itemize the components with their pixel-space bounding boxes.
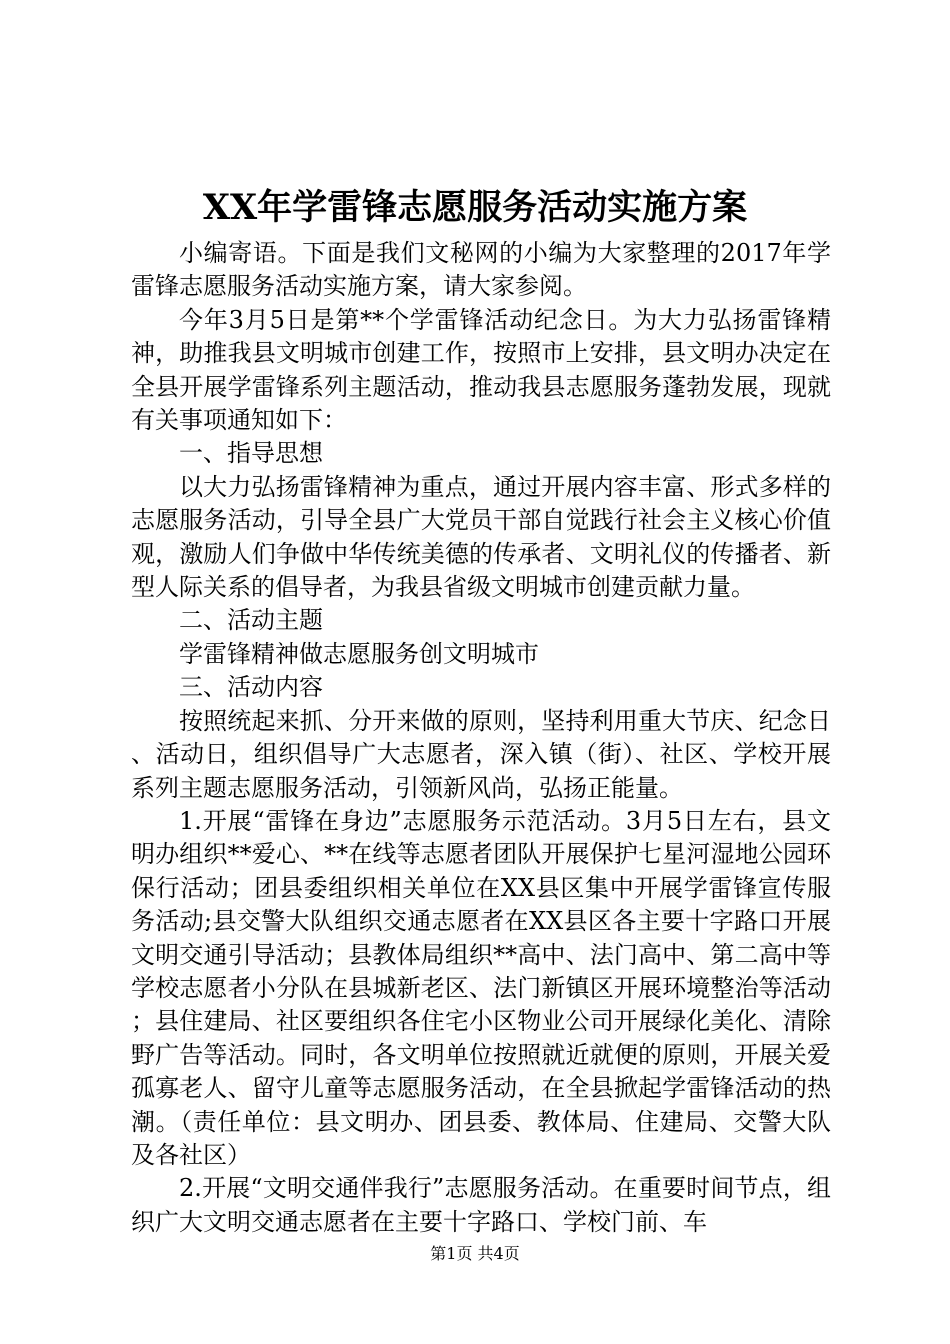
section-heading-guiding-thought: 一、指导思想 bbox=[179, 439, 323, 468]
paragraph-item-2: 2.开展“文明交通伴我行”志愿服务活动。在重要时间节点，组织广大文明交通志愿者在主要十字路口、学校门前、车 bbox=[131, 1174, 831, 1236]
paragraph-guiding-thought: 以大力弘扬雷锋精神为重点，通过开展内容丰富、形式多样的志愿服务活动，引导全县广大党员干部自觉践行社会主义核心价值观，激励人们争做中华传统美德的传承者、文明礼仪的传播者、新型人际关系的倡导者，为我县省级文明城市创建贡献力量。 bbox=[131, 472, 831, 602]
paragraph-theme: 学雷锋精神做志愿服务创文明城市 bbox=[179, 639, 539, 668]
paragraph-item-1: 1.开展“雷锋在身边”志愿服务示范活动。3月5日左右，县文明办组织**爱心、**在线等志愿者团队开展保护七星河湿地公园环保行活动；团县委组织相关单位在XX县区集中开展学雷锋宣传服务活动;县交警大队组织交通志愿者在XX县区各主要十字路口开展文明交通引导活动；县教体局组织**高中、法门高中、第二高中等学校志愿者小分队在县城新老区、法门新镇区开展环境整治等活动；县住建局、社区要组织各住宅小区物业公司开展绿化美化、清除野广告等活动。同时，各文明单位按照就近就便的原则，开展关爱孤寡老人、留守儿童等志愿服务活动，在全县掀起学雷锋活动的热潮。（责任单位：县文明办、团县委、教体局、住建局、交警大队及各社区） bbox=[131, 806, 831, 1169]
section-heading-theme: 二、活动主题 bbox=[179, 606, 323, 635]
paragraph-content: 按照统起来抓、分开来做的原则，坚持利用重大节庆、纪念日、活动日，组织倡导广大志愿者，深入镇（街）、社区、学校开展系列主题志愿服务活动，引领新风尚，弘扬正能量。 bbox=[131, 706, 831, 802]
section-heading-content: 三、活动内容 bbox=[179, 673, 323, 702]
paragraph-notice: 今年3月5日是第**个学雷锋活动纪念日。为大力弘扬雷锋精神，助推我县文明城市创建工作，按照市上安排，县文明办决定在全县开展学雷锋系列主题活动，推动我县志愿服务蓬勃发展，现就有关事项通知如下： bbox=[131, 305, 831, 435]
paragraph-intro: 小编寄语。下面是我们文秘网的小编为大家整理的2017年学雷锋志愿服务活动实施方案，请大家参阅。 bbox=[131, 239, 831, 301]
document-title: XX年学雷锋志愿服务活动实施方案 bbox=[202, 187, 748, 228]
document-body bbox=[131, 237, 831, 1239]
page-number-footer: 第1页 共4页 bbox=[430, 1244, 520, 1263]
